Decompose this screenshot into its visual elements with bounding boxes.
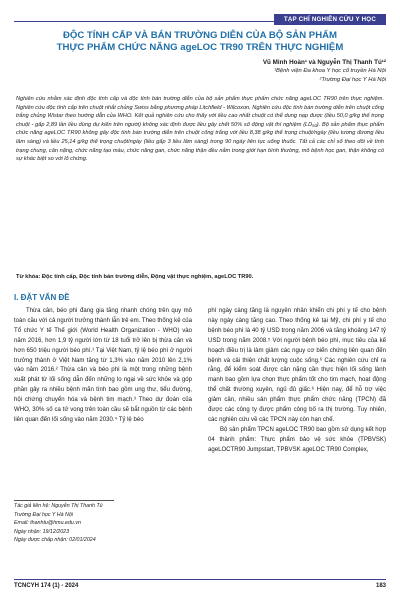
author-list: Vũ Minh Hoàn¹ và Nguyễn Thị Thanh Tú¹² xyxy=(262,59,386,66)
article-title xyxy=(14,30,386,53)
affiliation-1: ¹Bệnh viện Đa khoa Y học cổ truyền Hà Nội xyxy=(274,68,386,74)
footer-rule xyxy=(14,579,386,580)
page-number: 183 xyxy=(375,583,386,589)
title-line-2: THỰC PHẨM CHỨC NĂNG ageLOC TR90 TRÊN THỰC NGHIỆM xyxy=(56,41,344,53)
title-line-1: ĐỘC TÍNH CẤP VÀ BÁN TRƯỜNG DIỄN CỦA BỘ SẢN PHẨM xyxy=(62,30,338,41)
correspondence-block xyxy=(14,502,192,545)
accepted-date: Ngày được chấp nhận: 02/01/2024 xyxy=(14,537,96,544)
section-heading: I. ĐẶT VẤN ĐỀ xyxy=(14,293,70,302)
paragraph: phì ngày càng tăng là nguyên nhân khiến chi phí y tế cho bệnh này ngày càng tăng cao. Theo thống kê tại Mỹ, chi phí y tế cho bệnh béo phì là 40 tỷ USD trong năm 2006 và tăng khoảng 147 tỷ USD trong năm 2008.⁵ Với người bệnh béo phì, mục tiêu của kế hoạch điều trị là làm giảm các nguy cơ biến chứng liên quan đến bệnh và cải thiện chất lượng cuộc sống.⁶ Các nghiên cứu chỉ ra rằng, để kiểm soát được cân nặng cần thực hiện lối sống lành mạnh bao gồm lựa chọn thực phẩm tốt cho tim mạch, hoạt động thể chất thường xuyên, ngủ đủ giấc.⁶ Hiện nay, để hỗ trợ việc giảm cân, nhiều sản phẩm thực phẩm chức năng (TPCN) đã được các công ty được phẩm công bố ra thị trường. Tuy nhiên, các nghiên cứu về các TPCN này còn hạn chế. xyxy=(208,308,386,423)
received-date: Ngày nhận: 19/12/2023 xyxy=(14,528,70,535)
contact-divider xyxy=(14,500,114,501)
keywords: Từ khóa: Độc tính cấp, Độc tính bán trường diễn, Động vật thực nghiệm, ageLOC TR90. xyxy=(16,274,254,280)
issue-label: TCNCYH 174 (1) - 2024 xyxy=(14,583,79,589)
journal-header xyxy=(0,10,400,22)
contact-email: Email: thanhtu@hmu.edu.vn xyxy=(14,520,81,527)
journal-tag: TẠP CHÍ NGHIÊN CỨU Y HỌC xyxy=(274,14,386,25)
contact-affiliation: Trường Đại học Y Hà Nội xyxy=(14,511,73,518)
affiliation-2: ²Trường Đại học Y Hà Nội xyxy=(319,77,386,83)
paragraph: Bộ sản phẩm TPCN ageLOC TR90 bao gồm sử dụng kết hợp 04 thành phẩm: Thực phẩm bảo vệ sức khỏe (TPBVSK) ageLOCTR90 Jumpstart, TPBVSK ageLOC TR90 Complex, xyxy=(208,426,386,453)
contact-author: Tác giả liên hệ: Nguyễn Thị Thanh Tú xyxy=(14,503,103,509)
body-column-left xyxy=(14,307,192,426)
abstract: Nghiên cứu nhằm xác định độc tính cấp và độc tính bán trường diễn của bộ sản phẩm thực phẩm chức năng ageLOC TR90 trên thực nghiệm. Nghiên cứu độc tính cấp trên chuột nhắt chủng Swiss bằng phương pháp Litchfield - Wilcoxon. Nghiên cứu độc tính bán trường diễn trên chuột cống trắng chủng Wistar theo hướng dẫn của WHO. Kết quả nghiên cứu cho thấy với liều cao nhất chuột có thể dung nạp được (liều 50,0 g/kg thể trọng chuột - gấp 2,89 lần liều dùng dự kiến trên người) không xác định được liều gây chết 50% số động vật thí nghiệm (LD₅₀). Bộ sản phẩm thực phẩm chức năng ageLOC TR90 không gây độc tính bán trường diễn trên chuột cống trắng với liều 8,38 g/kg thể trọng chuột/ngày (liều tương đương liều lâm sàng) và liều 25,14 g/kg thể trọng chuột/ngày (liều gấp 3 liều lâm sàng) trong 90 ngày liên tục uống thuốc. Tất cả các chỉ số theo dõi về tình trạng chung, cân nặng, chức năng tạo máu, chức năng gan, chức năng thận đều nằm trong giới hạn bình thường, mô bệnh học gan, thận không có sự khác biệt so với lô chứng. xyxy=(16,96,384,163)
body-column-right xyxy=(208,307,386,456)
paragraph: Thừa cân, béo phì đang gia tăng nhanh chóng trên quy mô toàn cầu với cả người trưởng thành lẫn trẻ em. Theo thống kê của Tổ chức Y tế Thế giới (World Health Organization - WHO) vào năm 2016, hơn 1,9 tỷ người lớn từ 18 tuổi trở lên bị thừa cân và hơn 650 triệu người béo phì.¹ Tại Việt Nam, tỷ lệ béo phì ở người trưởng thành ở Việt Nam tăng từ 1,3% vào năm 2010 lên 2,1% vào năm 2016.² Thừa cân và béo phì là một trong những bệnh xuất phát từ lối sống dẫn đến những lo ngại về sức khỏe và góp phần gây ra nhiều bệnh mãn tính bao gồm ung thư, tiểu đường, hội chứng chuyển hóa và bệnh tim mạch.³ Theo dự đoán của WHO, 30% số ca tử vong trên toàn cầu sẽ bắt nguồn từ các bệnh liên quan đến lối sống vào năm 2030.⁴ Tỷ lệ béo xyxy=(14,308,192,423)
